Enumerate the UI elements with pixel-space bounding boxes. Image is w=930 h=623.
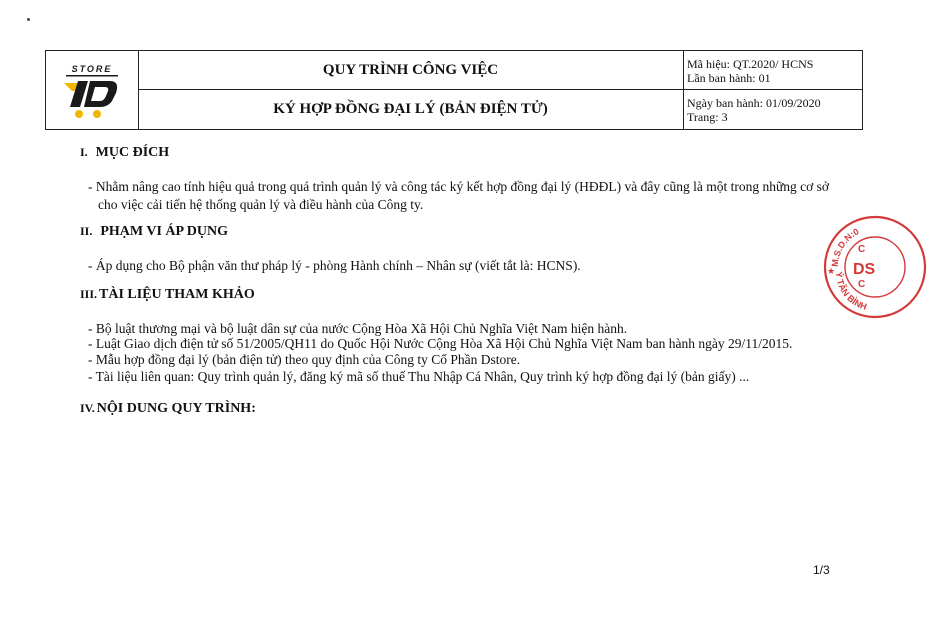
logo-text: STORE: [71, 64, 113, 74]
section-1-line: cho việc cải tiến hệ thống quản lý và điều hành của Công ty.: [98, 197, 424, 212]
document-header-table: [45, 50, 863, 130]
section-3-line: - Mẫu hợp đồng đại lý (bản điện tử) theo quy định của Công ty Cổ Phần Dstore.: [88, 352, 521, 367]
section-number: III.: [80, 287, 98, 301]
section-3-line: - Tài liệu liên quan: Quy trình quản lý, đăng ký mã số thuế Thu Nhập Cá Nhân, Quy trình ký hợp đồng đại lý (bản giấy) ...: [88, 369, 750, 384]
company-stamp: [820, 212, 930, 322]
page-indicator: 1/3: [813, 563, 830, 577]
section-title: TÀI LIỆU THAM KHẢO: [99, 287, 255, 302]
section-2-line: - Áp dụng cho Bộ phận văn thư pháp lý - phòng Hành chính – Nhân sự (viết tắt là: HCNS).: [88, 258, 581, 273]
company-stamp-clip: [820, 212, 876, 332]
document-title: QUY TRÌNH CÔNG VIỆC: [138, 51, 683, 90]
stamp-letter: C: [858, 244, 866, 255]
section-1-line: - Nhằm nâng cao tính hiệu quả trong quá trình quản lý và công tác ký kết hợp đồng đại lý (HĐĐL) và đây cũng là một trong những cơ sở: [88, 179, 830, 194]
stamp-ring-text-bottom: Ỷ TÂN BÌNH: [833, 271, 869, 312]
section-4-heading: [80, 401, 256, 417]
section-title: MỤC ĐÍCH: [95, 145, 170, 160]
section-number: IV.: [80, 401, 95, 415]
stamp-center-text: DS: [853, 261, 876, 278]
issue-date: Ngày ban hành: 01/09/2020: [687, 96, 821, 110]
svg-text:★: ★: [827, 267, 836, 277]
section-number: I.: [80, 145, 88, 159]
section-2-heading: [80, 224, 228, 240]
company-logo: [46, 51, 139, 129]
document-subtitle: KÝ HỢP ĐỒNG ĐẠI LÝ (BẢN ĐIỆN TỬ): [273, 101, 548, 117]
page-label: Trang: 3: [687, 110, 728, 124]
section-title: PHẠM VI ÁP DỤNG: [100, 224, 229, 239]
section-1-heading: [80, 145, 169, 161]
section-number: II.: [80, 224, 93, 238]
stamp-ring-text: M.S.D.N:0: [829, 226, 861, 268]
scan-dot: [27, 18, 30, 21]
section-3-line: - Luật Giao dịch điện tử số 51/2005/QH11 do Quốc Hội Nước Cộng Hòa Xã Hội Chủ Nghĩa Việt Nam ban hành ngày 29/11/2015.: [88, 336, 793, 351]
dstore-logo-icon: [64, 63, 120, 121]
section-3-heading: [80, 287, 255, 303]
section-3-line: - Bộ luật thương mại và bộ luật dân sự của nước Cộng Hòa Xã Hội Chủ Nghĩa Việt Nam hiện hành.: [88, 321, 628, 336]
stamp-letter: C: [858, 279, 866, 290]
document-code: Mã hiệu: QT.2020/ HCNS: [687, 57, 814, 71]
section-title: NỘI DUNG QUY TRÌNH:: [96, 401, 256, 416]
document-revision: Lần ban hành: 01: [687, 71, 771, 85]
